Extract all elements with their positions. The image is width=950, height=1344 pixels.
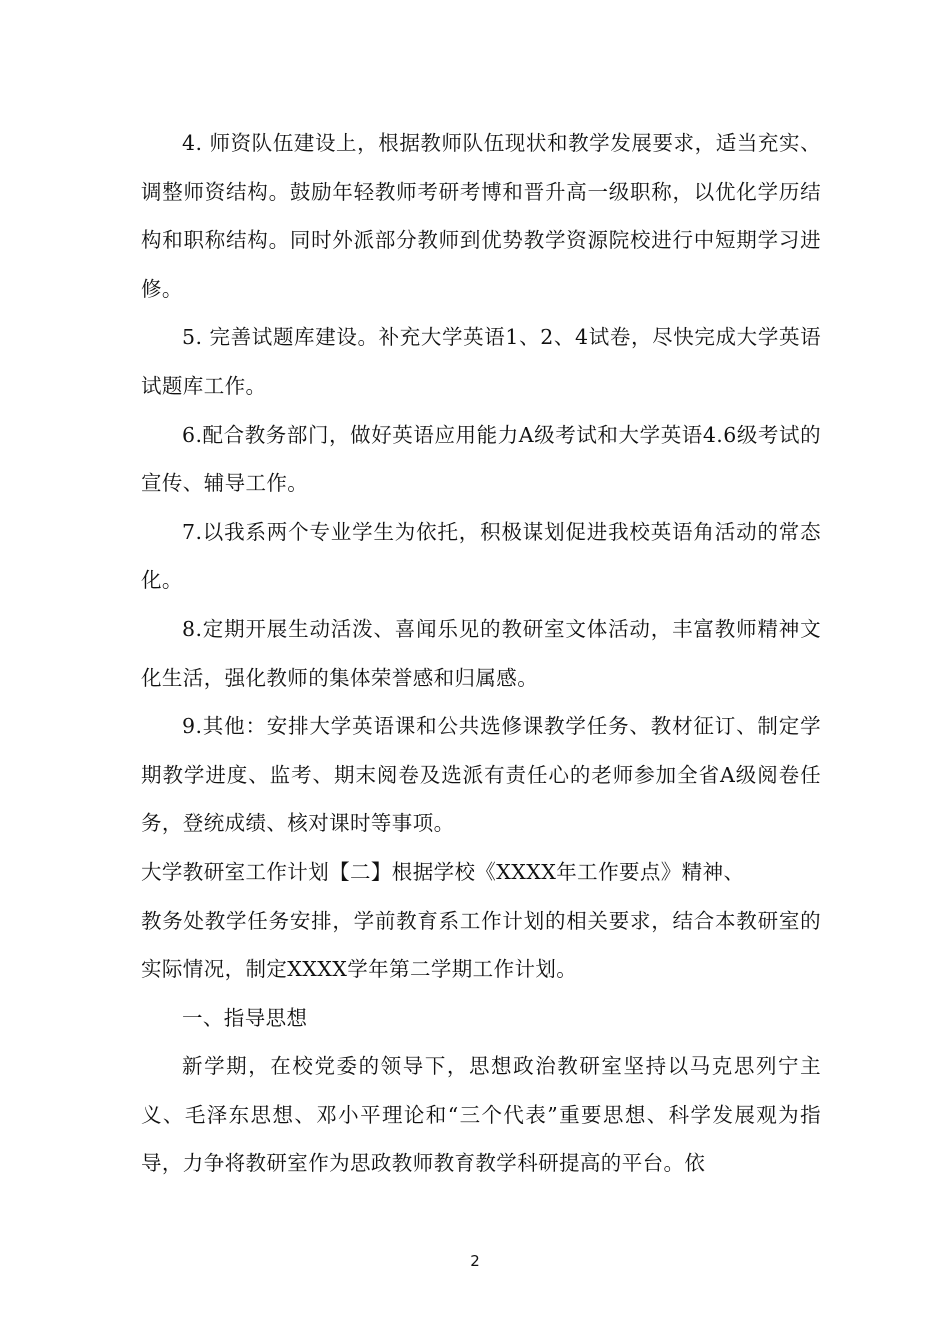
- paragraph-item-6: 6.配合教务部门，做好英语应用能力A级考试和大学英语4.6级考试的宣传、辅导工作。: [141, 422, 821, 496]
- paragraph-item-9: 9.其他：安排大学英语课和公共选修课教学任务、教材征订、制定学期教学进度、监考、期末阅卷及选派有责任心的老师参加全省A级阅卷任务，登统成绩、核对课时等事项。: [141, 714, 821, 836]
- paragraph-item-4: 4. 师资队伍建设上，根据教师队伍现状和教学发展要求，适当充实、调整师资结构。鼓励年轻教师考研考博和晋升高一级职称，以优化学历结构和职称结构。同时外派部分教师到优势教学资源院校进行中短期学习进修。: [141, 131, 821, 301]
- section-one-body: 新学期，在校党委的领导下，思想政治教研室坚持以马克思列宁主义、毛泽东思想、邓小平理论和“三个代表”重要思想、科学发展观为指导，力争将教研室作为思政教师教育教学科研提高的平台。依: [141, 1054, 821, 1176]
- paragraph-item-7: 7.以我系两个专业学生为依托，积极谋划促进我校英语角活动的常态化。: [141, 519, 821, 593]
- document-body: [141, 119, 821, 1188]
- plan-two-heading: 大学教研室工作计划【二】根据学校《XXXX年工作要点》精神、: [141, 859, 745, 884]
- paragraph-item-8: 8.定期开展生动活泼、喜闻乐见的教研室文体活动，丰富教师精神文化生活，强化教师的集体荣誉感和归属感。: [141, 616, 821, 690]
- paragraph-item-5: 5. 完善试题库建设。补充大学英语1、2、4试卷，尽快完成大学英语试题库工作。: [141, 325, 821, 398]
- plan-two-intro: 教务处教学任务安排，学前教育系工作计划的相关要求，结合本教研室的实际情况，制定XXXX学年第二学期工作计划。: [141, 908, 821, 982]
- page-number: 2: [470, 1252, 480, 1270]
- section-one-title: 一、指导思想: [182, 1005, 308, 1030]
